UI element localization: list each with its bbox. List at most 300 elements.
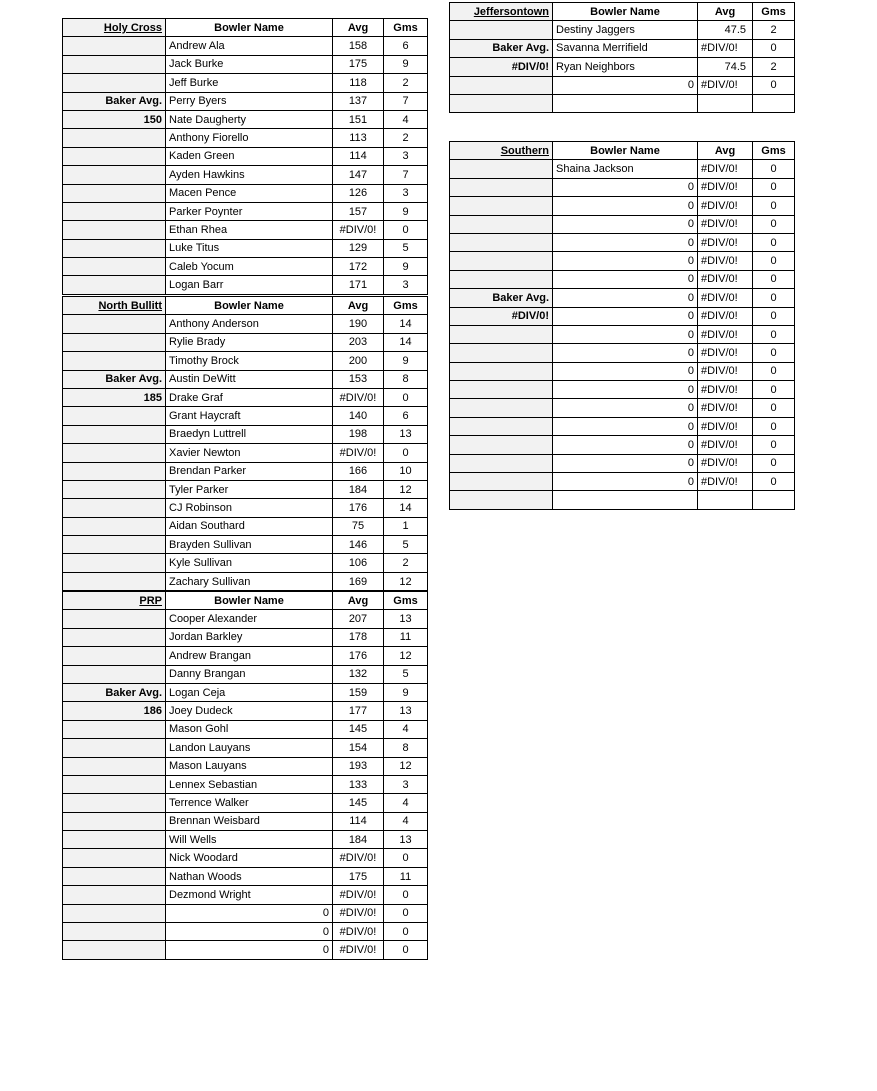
table-row: [450, 178, 795, 196]
cell-average[interactable]: 207: [333, 610, 384, 628]
cell-games[interactable]: 0: [384, 849, 428, 867]
cell-average[interactable]: 172: [333, 258, 384, 276]
cell-games[interactable]: 4: [384, 794, 428, 812]
cell-average[interactable]: #DIV/0!: [698, 325, 753, 343]
cell-games[interactable]: 6: [384, 407, 428, 425]
cell-bowler-name[interactable]: Logan Ceja: [166, 683, 333, 701]
cell-bowler-name[interactable]: 0: [553, 270, 698, 288]
label-spacer-cell: [63, 665, 166, 683]
table-header-row: [63, 297, 428, 315]
cell-games[interactable]: 2: [384, 74, 428, 92]
cell-games[interactable]: 7: [384, 166, 428, 184]
label-spacer-cell: [450, 473, 553, 491]
cell-bowler-name[interactable]: Dezmond Wright: [166, 886, 333, 904]
label-spacer-cell: [63, 720, 166, 738]
cell-bowler-name[interactable]: 0: [553, 197, 698, 215]
cell-games[interactable]: 9: [384, 258, 428, 276]
cell-bowler-name[interactable]: 0: [553, 233, 698, 251]
cell-average[interactable]: 158: [333, 37, 384, 55]
cell-games[interactable]: 2: [384, 129, 428, 147]
label-spacer-cell: [450, 21, 553, 39]
cell-games[interactable]: 13: [384, 610, 428, 628]
cell-average[interactable]: 169: [333, 572, 384, 590]
cell-games[interactable]: 4: [384, 110, 428, 128]
label-spacer-cell: [63, 407, 166, 425]
cell-games[interactable]: 0: [753, 436, 795, 454]
team-table-holy-cross: [62, 18, 428, 295]
cell-average[interactable]: 132: [333, 665, 384, 683]
cell-games[interactable]: 14: [384, 499, 428, 517]
cell-games[interactable]: 0: [753, 39, 795, 57]
table-row: [63, 221, 428, 239]
cell-average[interactable]: 200: [333, 352, 384, 370]
footer-spacer-cell: [450, 94, 553, 112]
cell-games[interactable]: 8: [384, 739, 428, 757]
cell-average[interactable]: #DIV/0!: [698, 436, 753, 454]
cell-bowler-name[interactable]: 0: [553, 215, 698, 233]
cell-bowler-name[interactable]: Joey Dudeck: [166, 702, 333, 720]
cell-bowler-name[interactable]: Brendan Parker: [166, 462, 333, 480]
cell-average[interactable]: 146: [333, 536, 384, 554]
cell-games[interactable]: 5: [384, 536, 428, 554]
cell-games[interactable]: 3: [384, 276, 428, 294]
cell-average[interactable]: 176: [333, 647, 384, 665]
cell-average[interactable]: 175: [333, 867, 384, 885]
baker-avg-label-prp: Baker Avg.: [63, 683, 166, 701]
table-row: [63, 517, 428, 535]
cell-average[interactable]: #DIV/0!: [698, 473, 753, 491]
cell-average[interactable]: 106: [333, 554, 384, 572]
column-header-avg: Avg: [333, 19, 384, 37]
cell-games[interactable]: 0: [384, 904, 428, 922]
column-header-gms: Gms: [384, 19, 428, 37]
cell-average[interactable]: 145: [333, 720, 384, 738]
cell-games[interactable]: 2: [753, 21, 795, 39]
table-row: [63, 370, 428, 388]
cell-bowler-name[interactable]: 0: [553, 362, 698, 380]
cell-bowler-name[interactable]: Austin DeWitt: [166, 370, 333, 388]
table-row: [63, 352, 428, 370]
cell-bowler-name[interactable]: 0: [553, 325, 698, 343]
cell-average[interactable]: 177: [333, 702, 384, 720]
cell-average[interactable]: 159: [333, 683, 384, 701]
cell-games[interactable]: 0: [384, 221, 428, 239]
cell-games[interactable]: 0: [753, 325, 795, 343]
cell-games[interactable]: 0: [753, 344, 795, 362]
label-spacer-cell: [63, 775, 166, 793]
cell-average[interactable]: 47.5: [698, 21, 753, 39]
label-spacer-cell: [63, 352, 166, 370]
column-header-name: Bowler Name: [166, 297, 333, 315]
cell-average[interactable]: #DIV/0!: [698, 178, 753, 196]
label-spacer-cell: [450, 233, 553, 251]
cell-bowler-name[interactable]: 0: [553, 417, 698, 435]
baker-avg-value-southern: #DIV/0!: [450, 307, 553, 325]
cell-average[interactable]: #DIV/0!: [698, 307, 753, 325]
table-row: [63, 757, 428, 775]
cell-games[interactable]: 0: [753, 417, 795, 435]
label-spacer-cell: [63, 610, 166, 628]
cell-games[interactable]: 0: [753, 252, 795, 270]
cell-games[interactable]: 0: [384, 923, 428, 941]
column-header-avg: Avg: [333, 592, 384, 610]
cell-bowler-name[interactable]: Destiny Jaggers: [553, 21, 698, 39]
cell-average[interactable]: 176: [333, 499, 384, 517]
table-row: [450, 289, 795, 307]
cell-bowler-name[interactable]: 0: [553, 307, 698, 325]
cell-average[interactable]: 153: [333, 370, 384, 388]
table-row: [63, 831, 428, 849]
cell-average[interactable]: 157: [333, 202, 384, 220]
cell-average[interactable]: #DIV/0!: [333, 221, 384, 239]
table-row: [450, 270, 795, 288]
cell-average[interactable]: 193: [333, 757, 384, 775]
footer-spacer-cell: [698, 491, 753, 509]
cell-bowler-name[interactable]: Landon Lauyans: [166, 739, 333, 757]
cell-average[interactable]: #DIV/0!: [698, 215, 753, 233]
table-row: [63, 202, 428, 220]
cell-average[interactable]: #DIV/0!: [333, 904, 384, 922]
label-spacer-cell: [63, 647, 166, 665]
cell-bowler-name[interactable]: Andrew Brangan: [166, 647, 333, 665]
cell-bowler-name[interactable]: Mason Gohl: [166, 720, 333, 738]
cell-bowler-name[interactable]: 0: [553, 344, 698, 362]
cell-games[interactable]: 6: [384, 37, 428, 55]
cell-games[interactable]: 9: [384, 683, 428, 701]
cell-bowler-name[interactable]: 0: [553, 454, 698, 472]
table-row: [63, 37, 428, 55]
cell-average[interactable]: 118: [333, 74, 384, 92]
column-header-gms: Gms: [384, 592, 428, 610]
table-header-row: [63, 19, 428, 37]
cell-games[interactable]: 0: [753, 160, 795, 178]
label-spacer-cell: [63, 849, 166, 867]
cell-bowler-name[interactable]: Braedyn Luttrell: [166, 425, 333, 443]
cell-bowler-name[interactable]: Ayden Hawkins: [166, 166, 333, 184]
cell-average[interactable]: 145: [333, 794, 384, 812]
team-table-north-bullitt: [62, 296, 428, 591]
cell-bowler-name[interactable]: Shaina Jackson: [553, 160, 698, 178]
cell-bowler-name[interactable]: 0: [553, 436, 698, 454]
baker-avg-value-north-bullitt: 185: [63, 388, 166, 406]
cell-average[interactable]: 203: [333, 333, 384, 351]
column-header-name: Bowler Name: [553, 142, 698, 160]
cell-games[interactable]: 2: [384, 554, 428, 572]
cell-games[interactable]: 9: [384, 202, 428, 220]
cell-average[interactable]: #DIV/0!: [333, 388, 384, 406]
cell-games[interactable]: 0: [753, 215, 795, 233]
label-spacer-cell: [63, 444, 166, 462]
cell-bowler-name[interactable]: Danny Brangan: [166, 665, 333, 683]
cell-games[interactable]: 8: [384, 370, 428, 388]
cell-average[interactable]: #DIV/0!: [698, 233, 753, 251]
cell-games[interactable]: 13: [384, 425, 428, 443]
table-row: [63, 480, 428, 498]
cell-games[interactable]: 0: [753, 454, 795, 472]
label-spacer-cell: [450, 436, 553, 454]
cell-games[interactable]: 0: [753, 307, 795, 325]
team-block-jeffersontown: [449, 2, 795, 113]
cell-average[interactable]: 129: [333, 239, 384, 257]
cell-games[interactable]: 9: [384, 352, 428, 370]
team-block-southern: [449, 141, 795, 510]
cell-average[interactable]: 113: [333, 129, 384, 147]
baker-avg-label-north-bullitt: Baker Avg.: [63, 370, 166, 388]
team-name-southern: Southern: [450, 142, 553, 160]
cell-bowler-name[interactable]: Anthony Anderson: [166, 315, 333, 333]
cell-bowler-name[interactable]: Brayden Sullivan: [166, 536, 333, 554]
cell-average[interactable]: #DIV/0!: [333, 849, 384, 867]
label-spacer-cell: [450, 381, 553, 399]
cell-average[interactable]: #DIV/0!: [698, 289, 753, 307]
cell-average[interactable]: #DIV/0!: [698, 270, 753, 288]
cell-average[interactable]: 151: [333, 110, 384, 128]
cell-bowler-name[interactable]: Ryan Neighbors: [553, 58, 698, 76]
table-row: [450, 215, 795, 233]
label-spacer-cell: [63, 739, 166, 757]
cell-games[interactable]: 0: [753, 76, 795, 94]
cell-games[interactable]: 3: [384, 147, 428, 165]
cell-bowler-name[interactable]: 0: [166, 923, 333, 941]
cell-bowler-name[interactable]: Andrew Ala: [166, 37, 333, 55]
cell-average[interactable]: 178: [333, 628, 384, 646]
cell-games[interactable]: 0: [384, 941, 428, 959]
cell-games[interactable]: 12: [384, 647, 428, 665]
cell-games[interactable]: 4: [384, 720, 428, 738]
label-spacer-cell: [63, 941, 166, 959]
table-row: [63, 775, 428, 793]
cell-games[interactable]: 5: [384, 665, 428, 683]
cell-bowler-name[interactable]: Terrence Walker: [166, 794, 333, 812]
cell-bowler-name[interactable]: 0: [553, 178, 698, 196]
cell-bowler-name[interactable]: Grant Haycraft: [166, 407, 333, 425]
label-spacer-cell: [450, 344, 553, 362]
cell-average[interactable]: #DIV/0!: [698, 39, 753, 57]
cell-games[interactable]: 14: [384, 315, 428, 333]
cell-games[interactable]: 0: [384, 886, 428, 904]
cell-average[interactable]: #DIV/0!: [698, 399, 753, 417]
cell-bowler-name[interactable]: Parker Poynter: [166, 202, 333, 220]
cell-bowler-name[interactable]: Kyle Sullivan: [166, 554, 333, 572]
cell-bowler-name[interactable]: Zachary Sullivan: [166, 572, 333, 590]
cell-games[interactable]: 13: [384, 831, 428, 849]
cell-bowler-name[interactable]: Macen Pence: [166, 184, 333, 202]
cell-average[interactable]: #DIV/0!: [698, 344, 753, 362]
cell-average[interactable]: #DIV/0!: [698, 362, 753, 380]
label-spacer-cell: [63, 166, 166, 184]
team-name-prp: PRP: [63, 592, 166, 610]
cell-games[interactable]: 12: [384, 480, 428, 498]
cell-average[interactable]: 147: [333, 166, 384, 184]
label-spacer-cell: [450, 454, 553, 472]
cell-average[interactable]: 114: [333, 147, 384, 165]
team-block-holy-cross: [62, 18, 428, 295]
cell-bowler-name[interactable]: Logan Barr: [166, 276, 333, 294]
cell-games[interactable]: 0: [753, 197, 795, 215]
cell-games[interactable]: 0: [753, 381, 795, 399]
cell-games[interactable]: 7: [384, 92, 428, 110]
cell-average[interactable]: 184: [333, 480, 384, 498]
table-row: [450, 160, 795, 178]
cell-average[interactable]: #DIV/0!: [698, 197, 753, 215]
cell-games[interactable]: 0: [753, 473, 795, 491]
cell-bowler-name[interactable]: Tyler Parker: [166, 480, 333, 498]
cell-games[interactable]: 13: [384, 702, 428, 720]
cell-average[interactable]: 75: [333, 517, 384, 535]
cell-average[interactable]: #DIV/0!: [333, 444, 384, 462]
cell-bowler-name[interactable]: Perry Byers: [166, 92, 333, 110]
cell-average[interactable]: 198: [333, 425, 384, 443]
cell-average[interactable]: #DIV/0!: [333, 941, 384, 959]
team-block-north-bullitt: [62, 296, 428, 591]
cell-bowler-name[interactable]: Drake Graf: [166, 388, 333, 406]
baker-avg-value-jeffersontown: #DIV/0!: [450, 58, 553, 76]
cell-games[interactable]: 12: [384, 757, 428, 775]
cell-games[interactable]: 1: [384, 517, 428, 535]
cell-bowler-name[interactable]: Brennan Weisbard: [166, 812, 333, 830]
label-spacer-cell: [450, 252, 553, 270]
cell-bowler-name[interactable]: Savanna Merrifield: [553, 39, 698, 57]
cell-games[interactable]: 3: [384, 775, 428, 793]
table-row: [63, 794, 428, 812]
cell-games[interactable]: 0: [753, 233, 795, 251]
cell-bowler-name[interactable]: Jeff Burke: [166, 74, 333, 92]
cell-average[interactable]: #DIV/0!: [698, 76, 753, 94]
table-header-row: [450, 142, 795, 160]
cell-bowler-name[interactable]: Nate Daugherty: [166, 110, 333, 128]
table-row: [63, 388, 428, 406]
cell-bowler-name[interactable]: 0: [553, 473, 698, 491]
table-row: [63, 315, 428, 333]
cell-games[interactable]: 0: [753, 270, 795, 288]
table-row: [63, 499, 428, 517]
cell-bowler-name[interactable]: Timothy Brock: [166, 352, 333, 370]
cell-bowler-name[interactable]: Luke Titus: [166, 239, 333, 257]
table-row: [63, 886, 428, 904]
cell-games[interactable]: 11: [384, 628, 428, 646]
cell-bowler-name[interactable]: Anthony Fiorello: [166, 129, 333, 147]
cell-bowler-name[interactable]: Kaden Green: [166, 147, 333, 165]
cell-games[interactable]: 3: [384, 184, 428, 202]
table-row: [450, 197, 795, 215]
table-row: [63, 55, 428, 73]
cell-games[interactable]: 11: [384, 867, 428, 885]
cell-bowler-name[interactable]: Rylie Brady: [166, 333, 333, 351]
table-row: [63, 923, 428, 941]
cell-bowler-name[interactable]: Nick Woodard: [166, 849, 333, 867]
cell-average[interactable]: 190: [333, 315, 384, 333]
cell-average[interactable]: 137: [333, 92, 384, 110]
cell-games[interactable]: 12: [384, 572, 428, 590]
cell-games[interactable]: 0: [753, 289, 795, 307]
cell-average[interactable]: 74.5: [698, 58, 753, 76]
cell-bowler-name[interactable]: Mason Lauyans: [166, 757, 333, 775]
table-row: [63, 904, 428, 922]
baker-avg-label-holy-cross: Baker Avg.: [63, 92, 166, 110]
cell-bowler-name[interactable]: Lennex Sebastian: [166, 775, 333, 793]
cell-bowler-name[interactable]: 0: [166, 941, 333, 959]
cell-games[interactable]: 9: [384, 55, 428, 73]
cell-average[interactable]: #DIV/0!: [698, 454, 753, 472]
cell-bowler-name[interactable]: 0: [553, 252, 698, 270]
team-table-southern: [449, 141, 795, 510]
cell-average[interactable]: 133: [333, 775, 384, 793]
cell-games[interactable]: 4: [384, 812, 428, 830]
cell-bowler-name[interactable]: Jack Burke: [166, 55, 333, 73]
label-spacer-cell: [450, 197, 553, 215]
label-spacer-cell: [63, 276, 166, 294]
cell-bowler-name[interactable]: Caleb Yocum: [166, 258, 333, 276]
column-header-gms: Gms: [753, 142, 795, 160]
cell-games[interactable]: 0: [384, 444, 428, 462]
cell-average[interactable]: 140: [333, 407, 384, 425]
cell-average[interactable]: #DIV/0!: [698, 160, 753, 178]
cell-average[interactable]: 184: [333, 831, 384, 849]
table-row: [450, 233, 795, 251]
cell-bowler-name[interactable]: 0: [553, 381, 698, 399]
cell-average[interactable]: #DIV/0!: [333, 886, 384, 904]
cell-games[interactable]: 5: [384, 239, 428, 257]
table-row: [63, 166, 428, 184]
cell-average[interactable]: #DIV/0!: [698, 252, 753, 270]
cell-bowler-name[interactable]: 0: [553, 76, 698, 94]
cell-bowler-name[interactable]: Jordan Barkley: [166, 628, 333, 646]
cell-average[interactable]: #DIV/0!: [698, 417, 753, 435]
table-row: [63, 333, 428, 351]
cell-games[interactable]: 2: [753, 58, 795, 76]
label-spacer-cell: [450, 362, 553, 380]
label-spacer-cell: [63, 184, 166, 202]
label-spacer-cell: [63, 923, 166, 941]
label-spacer-cell: [63, 129, 166, 147]
cell-games[interactable]: 0: [384, 388, 428, 406]
cell-bowler-name[interactable]: Ethan Rhea: [166, 221, 333, 239]
cell-average[interactable]: 175: [333, 55, 384, 73]
cell-games[interactable]: 0: [753, 178, 795, 196]
label-spacer-cell: [63, 886, 166, 904]
table-row: [63, 184, 428, 202]
cell-average[interactable]: 166: [333, 462, 384, 480]
cell-games[interactable]: 10: [384, 462, 428, 480]
cell-average[interactable]: 171: [333, 276, 384, 294]
table-row: [63, 610, 428, 628]
column-header-gms: Gms: [384, 297, 428, 315]
cell-bowler-name[interactable]: Will Wells: [166, 831, 333, 849]
cell-games[interactable]: 14: [384, 333, 428, 351]
cell-bowler-name[interactable]: Xavier Newton: [166, 444, 333, 462]
cell-bowler-name[interactable]: 0: [553, 289, 698, 307]
cell-bowler-name[interactable]: 0: [553, 399, 698, 417]
cell-average[interactable]: #DIV/0!: [698, 381, 753, 399]
table-row: [63, 536, 428, 554]
label-spacer-cell: [63, 904, 166, 922]
cell-average[interactable]: #DIV/0!: [333, 923, 384, 941]
cell-bowler-name[interactable]: Cooper Alexander: [166, 610, 333, 628]
cell-bowler-name[interactable]: CJ Robinson: [166, 499, 333, 517]
footer-spacer-cell: [753, 94, 795, 112]
cell-bowler-name[interactable]: Nathan Woods: [166, 867, 333, 885]
label-spacer-cell: [63, 572, 166, 590]
cell-bowler-name[interactable]: Aidan Southard: [166, 517, 333, 535]
label-spacer-cell: [450, 160, 553, 178]
label-spacer-cell: [63, 55, 166, 73]
cell-games[interactable]: 0: [753, 399, 795, 417]
cell-games[interactable]: 0: [753, 362, 795, 380]
cell-bowler-name[interactable]: 0: [166, 904, 333, 922]
cell-average[interactable]: 154: [333, 739, 384, 757]
cell-average[interactable]: 126: [333, 184, 384, 202]
cell-average[interactable]: 114: [333, 812, 384, 830]
